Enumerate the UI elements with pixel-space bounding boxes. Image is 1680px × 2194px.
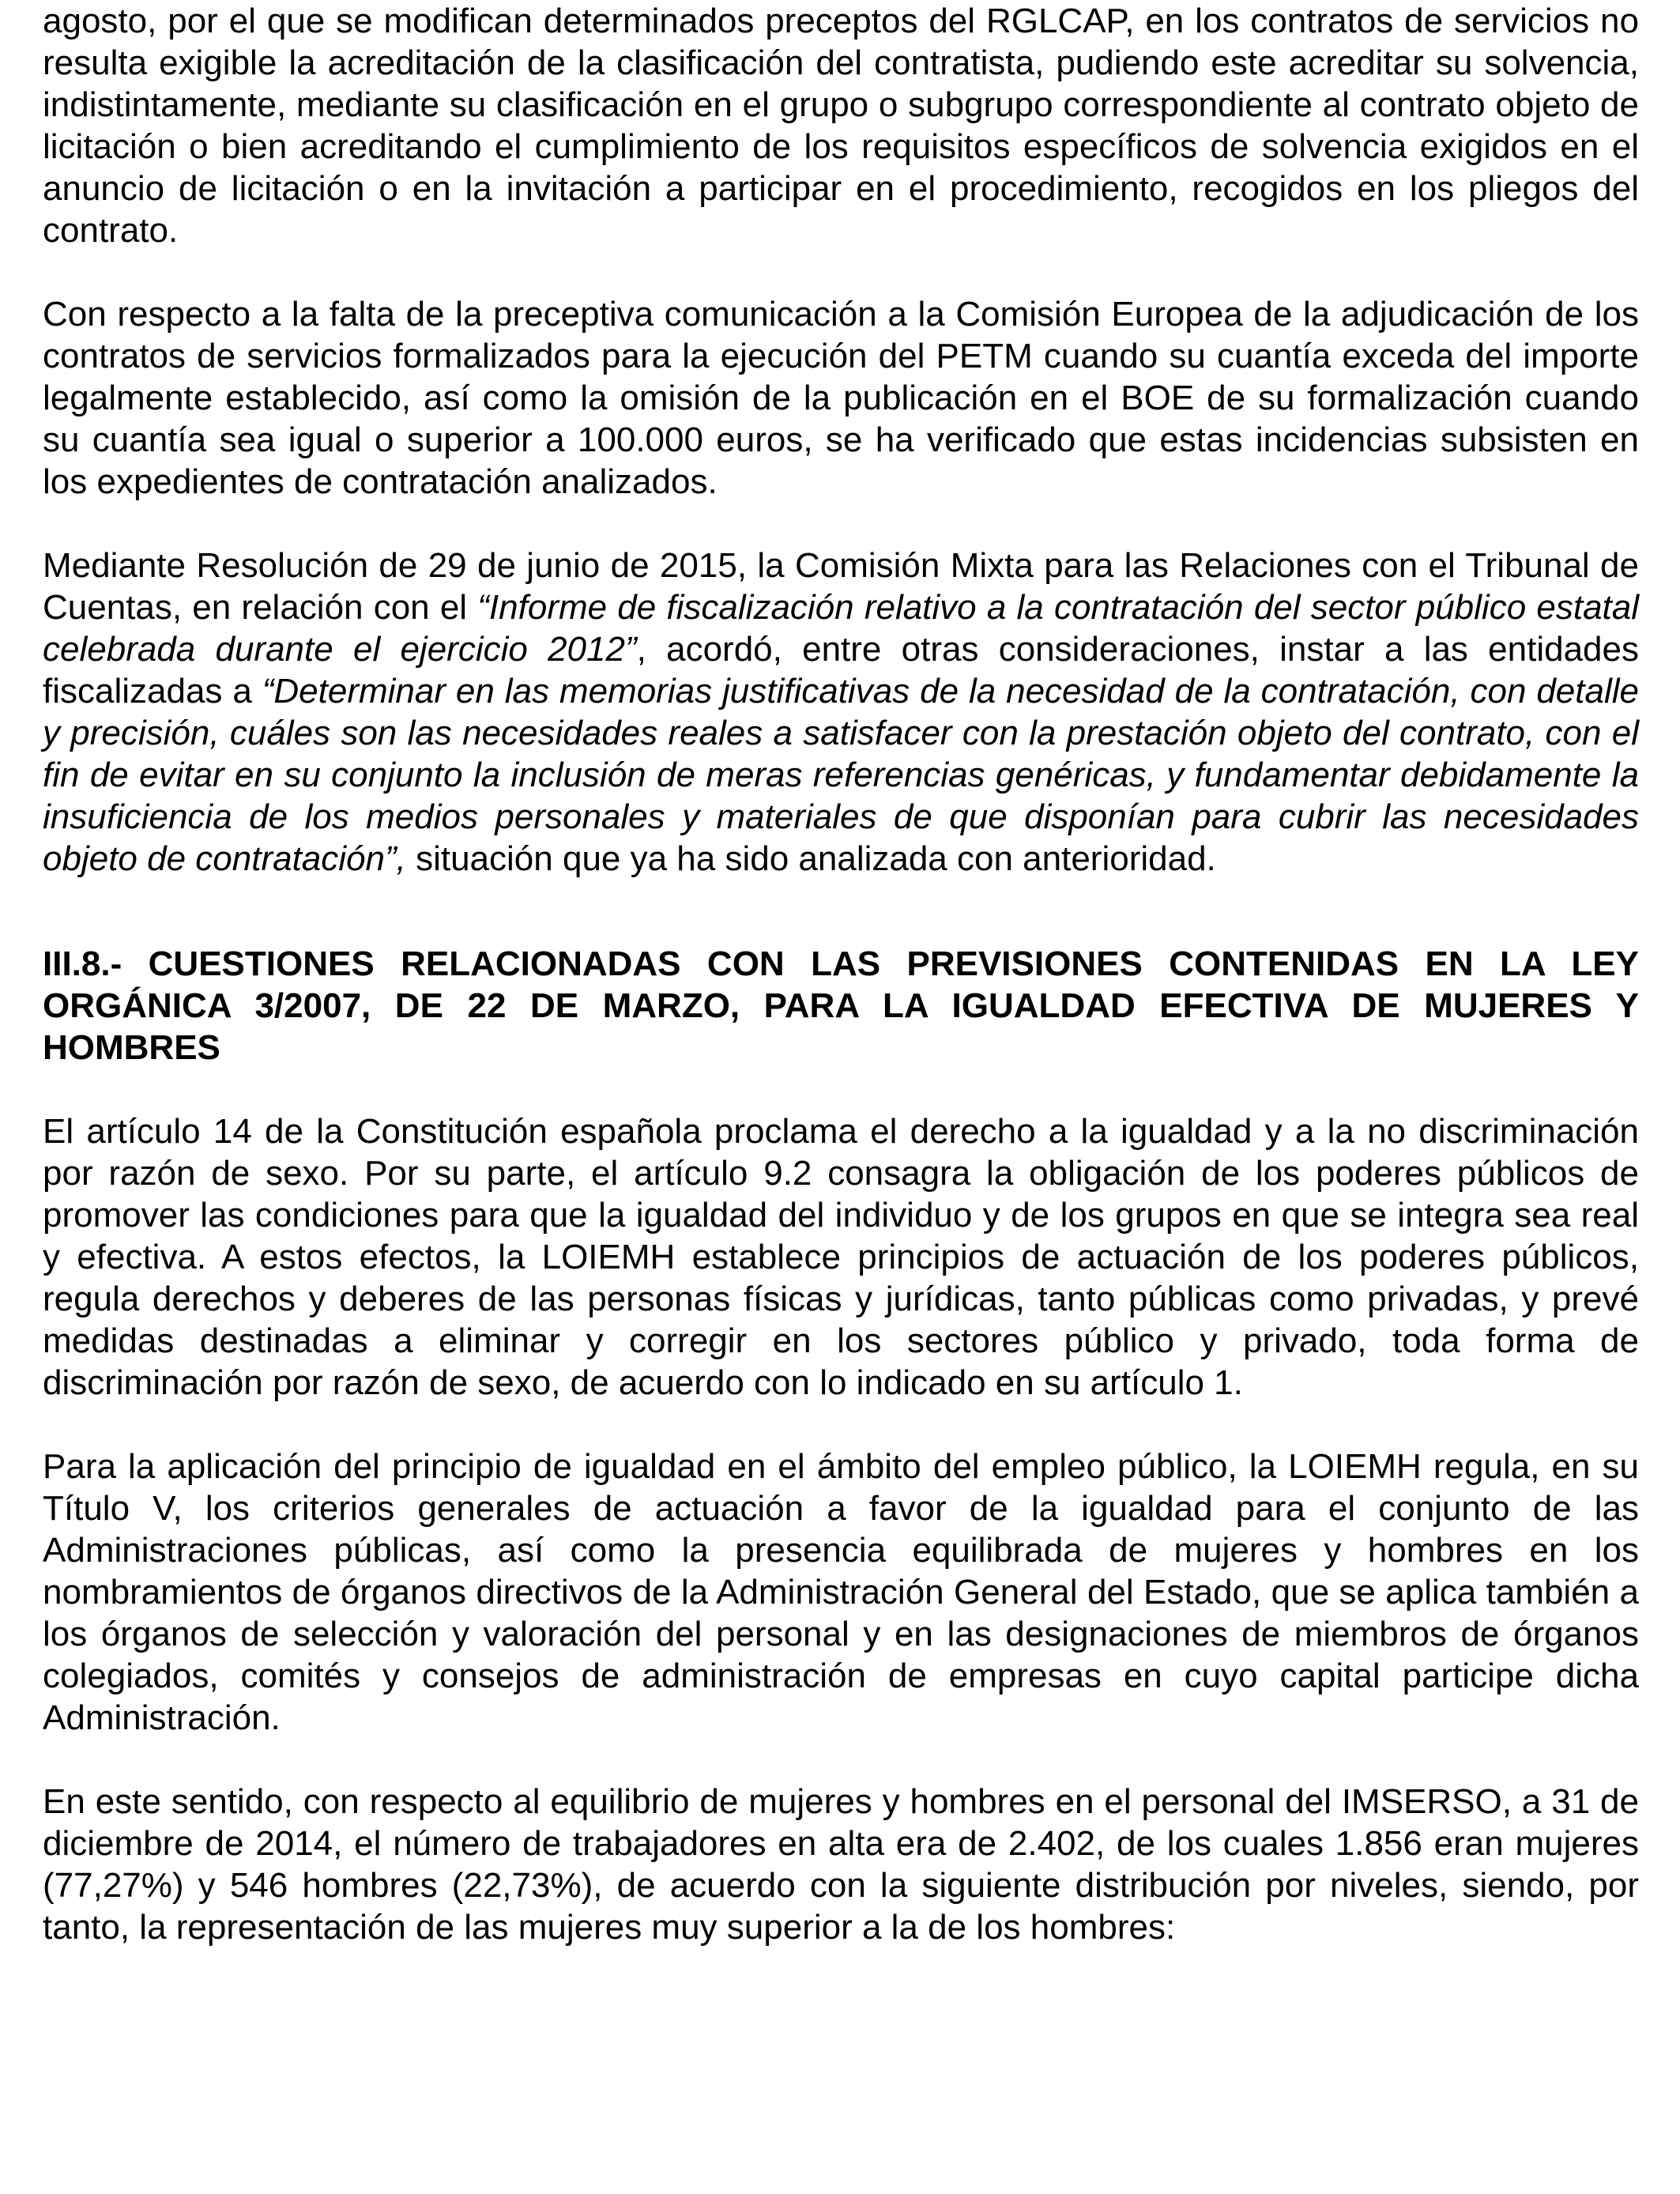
resolution-text-middle: , acordó, entre otras consideraciones, instar a las entidades fiscalizadas a	[43, 630, 1640, 711]
paragraph-spacer	[43, 1739, 1639, 1781]
paragraph-spacer	[43, 1069, 1639, 1110]
section-heading-iii-8: III.8.- CUESTIONES RELACIONADAS CON LAS PREVISIONES CONTENIDAS EN LA LEY ORGÁNICA 3/2007, DE 22 DE MARZO, PARA LA IGUALDAD EFECTIVA DE MUJERES Y HOMBRES	[43, 944, 1639, 1067]
document-page	[43, 0, 1639, 1948]
paragraph-personal-imserso: En este sentido, con respecto al equilibrio de mujeres y hombres en el personal del IMSERSO, a 31 de diciembre de 2014, el número de trabajadores en alta era de 2.402, de los cuales 1.856 eran mujeres (77,27%) y 546 hombres (22,73%), de acuerdo con la siguiente distribución por niveles, siendo, por tanto, la representación de las mujeres muy superior a la de los hombres:	[43, 1782, 1639, 1947]
section-spacer	[43, 880, 1639, 943]
paragraph-comision-europea: Con respecto a la falta de la preceptiva comunicación a la Comisión Europea de la adjudicación de los contratos de servicios formalizados para la ejecución del PETM cuando su cuantía exceda del importe legalmente establecido, así como la omisión de la publicación en el BOE de su formalización cuando su cuantía sea igual o superior a 100.000 euros, se ha verificado que estas incidencias subsisten en los expedientes de contratación analizados.	[43, 295, 1639, 501]
paragraph-spacer	[43, 251, 1639, 293]
paragraph-rglcap-solvencia: agosto, por el que se modifican determinados preceptos del RGLCAP, en los contratos de servicios no resulta exigible la acreditación de la clasificación del contratista, pudiendo este acreditar su solvencia, indistintamente, mediante su clasificación en el grupo o subgrupo correspondiente al contrato objeto de licitación o bien acreditando el cumplimiento de los requisitos específicos de solvencia exigidos en el anuncio de licitación o en la invitación a participar en el procedimiento, recogidos en los pliegos del contrato.	[43, 2, 1639, 250]
resolution-text-end: situación que ya ha sido analizada con anterioridad.	[405, 839, 1216, 878]
paragraph-resolucion-comision-mixta	[43, 545, 1639, 880]
resolution-instruction-quote: “Determinar en las memorias justificativas de la necesidad de la contratación, con detalle y precisión, cuáles son las necesidades reales a satisfacer con la prestación objeto del contrato, con el fin de evitar en su conjunto la inclusión de meras referencias genéricas, y fundamentar debidamente la insuficiencia de los medios personales y materiales de que disponían para cubrir las necesidades objeto de contratación”,	[43, 672, 1639, 878]
paragraph-spacer	[43, 1404, 1639, 1446]
paragraph-spacer	[43, 503, 1639, 545]
resolution-text-intro: Mediante Resolución de 29 de junio de 2015, la Comisión Mixta para las Relaciones con el Tribunal de Cuentas, en relación con el	[43, 546, 1639, 627]
report-title-quote: “Informe de fiscalización relativo a la contratación del sector público estatal celebrada durante el ejercicio 2012”	[43, 588, 1640, 669]
paragraph-constitucion-igualdad: El artículo 14 de la Constitución española proclama el derecho a la igualdad y a la no discriminación por razón de sexo. Por su parte, el artículo 9.2 consagra la obligación de los poderes públicos de promover las condiciones para que la igualdad del individuo y de los grupos en que se integra sea real y efectiva. A estos efectos, la LOIEMH establece principios de actuación de los poderes públicos, regula derechos y deberes de las personas físicas y jurídicas, tanto públicas como privadas, y prevé medidas destinadas a eliminar y corregir en los sectores público y privado, toda forma de discriminación por razón de sexo, de acuerdo con lo indicado en su artículo 1.	[43, 1112, 1639, 1402]
paragraph-empleo-publico: Para la aplicación del principio de igualdad en el ámbito del empleo público, la LOIEMH regula, en su Título V, los criterios generales de actuación a favor de la igualdad para el conjunto de las Administraciones públicas, así como la presencia equilibrada de mujeres y hombres en los nombramientos de órganos directivos de la Administración General del Estado, que se aplica también a los órganos de selección y valoración del personal y en las designaciones de miembros de órganos colegiados, comités y consejos de administración de empresas en cuyo capital participe dicha Administración.	[43, 1447, 1639, 1737]
